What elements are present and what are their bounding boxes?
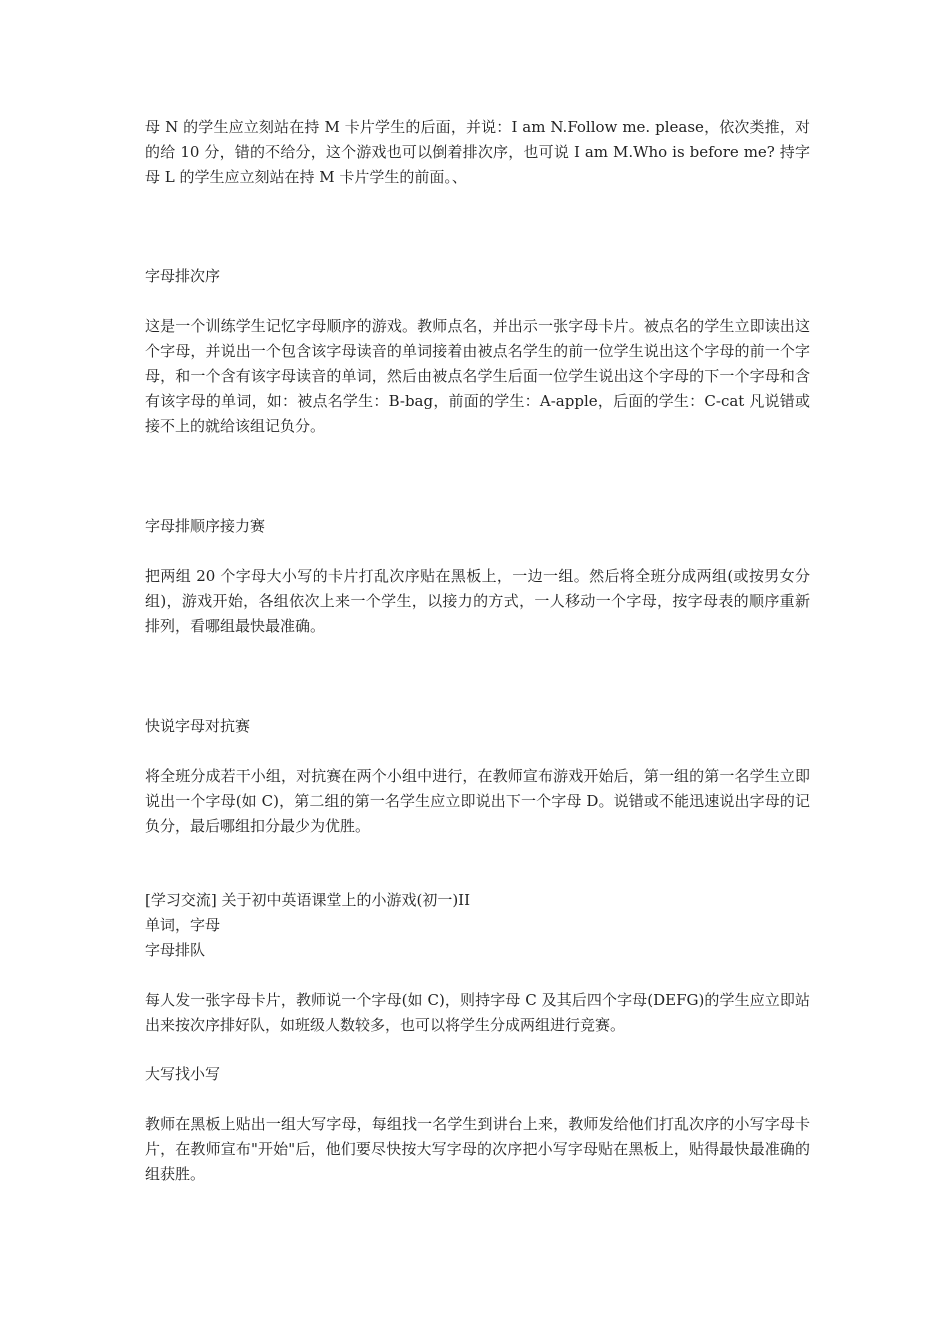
section-heading-letter-order: 字母排次序: [145, 267, 221, 285]
section-body-quick-say: 将全班分成若干小组，对抗赛在两个小组中进行，在教师宣布游戏开始后，第一组的第一名学生立即说出一个字母(如 C)，第二组的第一名学生应立即说出下一个字母 D。说错或不能迅速说出字母的记负分，最后哪组扣分最少为优胜。: [145, 767, 810, 835]
intro-paragraph: 母 N 的学生应立刻站在持 M 卡片学生的后面，并说：I am N.Follow me. please，依次类推，对的给 10 分，错的不给分，这个游戏也可以倒着排次序，也可说 I am M.Who is before me? 持字母 L 的学生应立刻站在持 M 卡片学生的前面。、: [145, 118, 810, 186]
section-body-letter-order: 这是一个训练学生记忆字母顺序的游戏。教师点名，并出示一张字母卡片。被点名的学生立即读出这个字母，并说出一个包含该字母读音的单词接着由被点名学生的前一位学生说出这个字母的前一个字母，和一个含有该字母读音的单词，然后由被点名学生后面一位学生说出这个字母的下一个字母和含有该字母的单词，如：被点名学生：B-bag，前面的学生：A-apple，后面的学生：C-cat 凡说错或接不上的就给该组记负分。: [145, 317, 810, 435]
article-body-letter-queue: 每人发一张字母卡片，教师说一个字母(如 C)，则持字母 C 及其后四个字母(DEFG)的学生应立即站出来按次序排好队，如班级人数较多，也可以将学生分成两组进行竞赛。: [145, 991, 810, 1034]
section-heading-quick-say: 快说字母对抗赛: [145, 717, 251, 735]
section-body-relay: 把两组 20 个字母大小写的卡片打乱次序贴在黑板上，一边一组。然后将全班分成两组(或按男女分组)，游戏开始，各组依次上来一个学生，以接力的方式，一人移动一个字母，按字母表的顺序重新排列，看哪组最快最准确。: [145, 567, 810, 635]
section-heading-upper-lower: 大写找小写: [145, 1065, 221, 1083]
article-tags: 单词，字母: [145, 916, 221, 934]
section-body-upper-lower: 教师在黑板上贴出一组大写字母，每组找一名学生到讲台上来，教师发给他们打乱次序的小写字母卡片，在教师宣布"开始"后，他们要尽快按大写字母的次序把小写字母贴在黑板上，贴得最快最准确的组获胜。: [145, 1115, 810, 1183]
article-title: [学习交流] 关于初中英语课堂上的小游戏(初一)II: [145, 891, 471, 909]
article-heading-letter-queue: 字母排队: [145, 941, 206, 959]
section-heading-relay: 字母排顺序接力赛: [145, 517, 266, 535]
